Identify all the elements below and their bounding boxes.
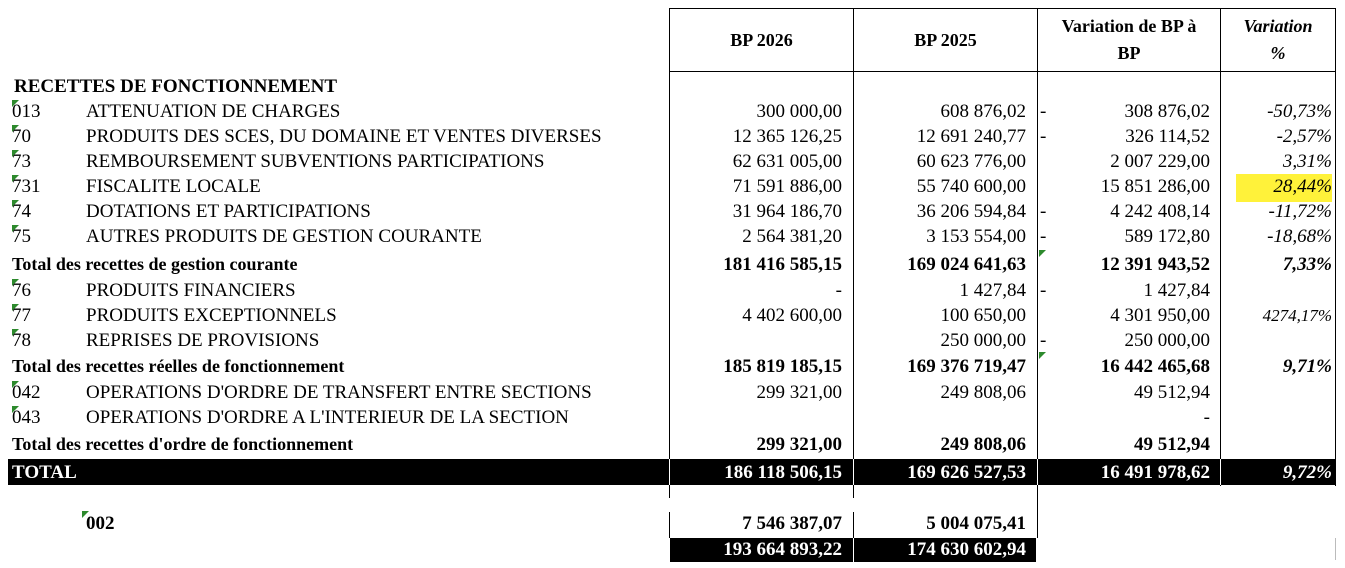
row-pct: 4274,17% [1262,306,1332,325]
table-row [0,328,1345,353]
row-bp2026: 71 591 886,00 [732,176,842,197]
row-bp2025: 12 691 240,77 [916,126,1026,147]
table-row [0,405,1345,430]
table-row [0,199,1345,224]
row-code: 74 [12,201,31,222]
total-pct: 7,33% [1282,254,1332,275]
comment-flag-icon [12,150,19,157]
row-bp2025: 60 623 776,00 [916,151,1026,172]
comment-flag-icon [12,406,19,413]
row-code: 76 [12,280,31,301]
row-bp2026: 62 631 005,00 [732,151,842,172]
row-bp2026: 2 564 381,20 [742,226,842,247]
comment-flag-icon [12,329,19,336]
row-variation: 326 114,52 [1125,126,1210,147]
row-bp2025: 5 004 075,41 [926,513,1026,534]
row-sign [1040,405,1060,430]
total-pct [1222,432,1332,457]
row-variation: - [1203,407,1210,428]
final-sum-bp2026: 193 664 893,22 [723,539,842,560]
total-row-ordre [0,432,1345,457]
row-code: 731 [12,176,41,197]
row-pct: -18,68% [1267,226,1332,247]
grid-line [853,486,854,498]
comment-flag-icon [12,225,19,232]
section-title: RECETTES DE FONCTIONNEMENT [14,76,338,97]
row-variation: 308 876,02 [1124,101,1210,122]
row-pct-highlighted: 28,44% [1236,174,1332,202]
total-label: Total des recettes d'ordre de fonctionnement [12,434,354,454]
row-code: 70 [12,126,31,147]
section-title-row [0,74,1345,99]
grand-total-row [0,460,1345,485]
row-code: 002 [86,513,115,534]
table-row [0,278,1345,303]
grid-line [669,486,670,498]
header-variation: Variation de BP à BP [1037,8,1221,72]
row-bp2025: 608 876,02 [940,101,1026,122]
row-variation: 250 000,00 [1124,330,1210,351]
row-bp2025: 100 650,00 [940,305,1026,326]
row-label: FISCALITE LOCALE [86,176,261,197]
row-bp2025: 249 808,06 [940,382,1026,403]
row-bp2025: 36 206 594,84 [916,201,1026,222]
row-bp2025: 250 000,00 [940,330,1026,351]
comment-flag-icon [12,381,19,388]
row-code: 042 [12,382,41,403]
comment-flag-icon [1039,250,1046,257]
header-bp2026: BP 2026 [669,8,854,72]
row-bp2025: 3 153 554,00 [926,226,1026,247]
row-bp2026: 12 365 126,25 [732,126,842,147]
table-row [0,99,1345,124]
row-variation: 1 427,84 [1143,280,1210,301]
row-bp2026 [672,328,842,353]
row-pct: -2,57% [1276,126,1332,147]
row-bp2026: 299 321,00 [756,382,842,403]
row-pct [1222,380,1332,405]
row-code: 77 [12,305,31,326]
row-sign: - [1040,226,1047,247]
row-code: 78 [12,330,31,351]
row-label: PRODUITS DES SCES, DU DOMAINE ET VENTES DIVERSES [86,126,602,147]
table-row [0,303,1345,328]
comment-flag-icon [12,304,19,311]
final-sum-row [0,537,1345,562]
grand-total-pct: 9,72% [1282,462,1332,483]
row-sign [1040,149,1060,174]
row-pct: -50,73% [1267,101,1332,122]
total-row-gestion-courante [0,252,1345,277]
row-pct [1222,328,1332,353]
row-bp2025: 55 740 600,00 [916,176,1026,197]
row-variation: 49 512,94 [1134,382,1210,403]
total-row-reelles [0,354,1345,379]
row-label: OPERATIONS D'ORDRE A L'INTERIEUR DE LA SECTION [86,407,569,428]
row-code: 75 [12,226,31,247]
row-label: DOTATIONS ET PARTICIPATIONS [86,201,371,222]
row-label: ATTENUATION DE CHARGES [86,101,341,122]
row-code: 73 [12,151,31,172]
total-variation: 16 442 465,68 [1100,356,1210,377]
total-bp2026: 299 321,00 [756,434,842,455]
comment-flag-icon [12,125,19,132]
row-variation: 589 172,80 [1124,226,1210,247]
grand-total-label: TOTAL [12,462,77,483]
total-label: Total des recettes de gestion courante [12,254,298,274]
row-pct [1222,278,1332,303]
total-bp2026: 185 819 185,15 [723,356,842,377]
row-code: 043 [12,407,41,428]
row-label: REMBOURSEMENT SUBVENTIONS PARTICIPATIONS [86,151,545,172]
row-bp2026: 4 402 600,00 [742,305,842,326]
row-pct: -11,72% [1268,201,1332,222]
row-sign: - [1040,330,1047,351]
row-sign: - [1040,201,1047,222]
row-label: REPRISES DE PROVISIONS [86,330,320,351]
row-bp2025 [856,405,1026,430]
row-variation: 15 851 286,00 [1100,176,1210,197]
grand-total-bp2026: 186 118 506,15 [724,462,842,483]
grid-line [1037,486,1038,512]
comment-flag-icon [12,100,19,107]
row-pct [1222,405,1332,430]
row-sign: - [1040,101,1047,122]
row-bp2026 [672,405,842,430]
row-variation: 4 242 408,14 [1110,201,1210,222]
report-002-row [0,511,1345,536]
grand-total-variation: 16 491 978,62 [1100,462,1210,483]
header-variation-pct: Variation % [1220,8,1336,72]
row-pct: 3,31% [1282,151,1332,172]
row-sign: - [1040,280,1047,301]
header-bp2025: BP 2025 [853,8,1038,72]
total-bp2025: 169 024 641,63 [907,254,1026,275]
total-pct: 9,71% [1282,356,1332,377]
row-sign [1040,380,1060,405]
row-sign [1040,174,1060,199]
row-bp2026: - [835,280,842,301]
total-bp2025: 249 808,06 [940,434,1026,455]
row-bp2026: 300 000,00 [756,101,842,122]
table-row [0,174,1345,199]
row-sign: - [1040,126,1047,147]
total-bp2026: 181 416 585,15 [723,254,842,275]
row-code: 013 [12,101,41,122]
row-variation: 4 301 950,00 [1110,305,1210,326]
total-variation: 49 512,94 [1134,434,1210,455]
final-sum-bp2025: 174 630 602,94 [907,539,1026,560]
total-bp2025: 169 376 719,47 [907,356,1026,377]
grand-total-bp2025: 169 626 527,53 [907,462,1026,483]
comment-flag-icon [12,200,19,207]
row-label: PRODUITS EXCEPTIONNELS [86,305,337,326]
table-row [0,149,1345,174]
row-label: AUTRES PRODUITS DE GESTION COURANTE [86,226,482,247]
row-variation: 2 007 229,00 [1110,151,1210,172]
comment-flag-icon [12,175,19,182]
table-row [0,224,1345,249]
row-label: OPERATIONS D'ORDRE DE TRANSFERT ENTRE SECTIONS [86,382,592,403]
table-row [0,380,1345,405]
comment-flag-icon [12,279,19,286]
comment-flag-icon [1039,352,1046,359]
row-bp2025: 1 427,84 [959,280,1026,301]
table-row [0,124,1345,149]
row-label: PRODUITS FINANCIERS [86,280,296,301]
row-sign [1040,303,1060,328]
row-bp2026: 31 964 186,70 [732,201,842,222]
total-label: Total des recettes réelles de fonctionnement [12,356,345,376]
total-variation: 12 391 943,52 [1100,254,1210,275]
row-bp2026: 7 546 387,07 [742,513,842,534]
